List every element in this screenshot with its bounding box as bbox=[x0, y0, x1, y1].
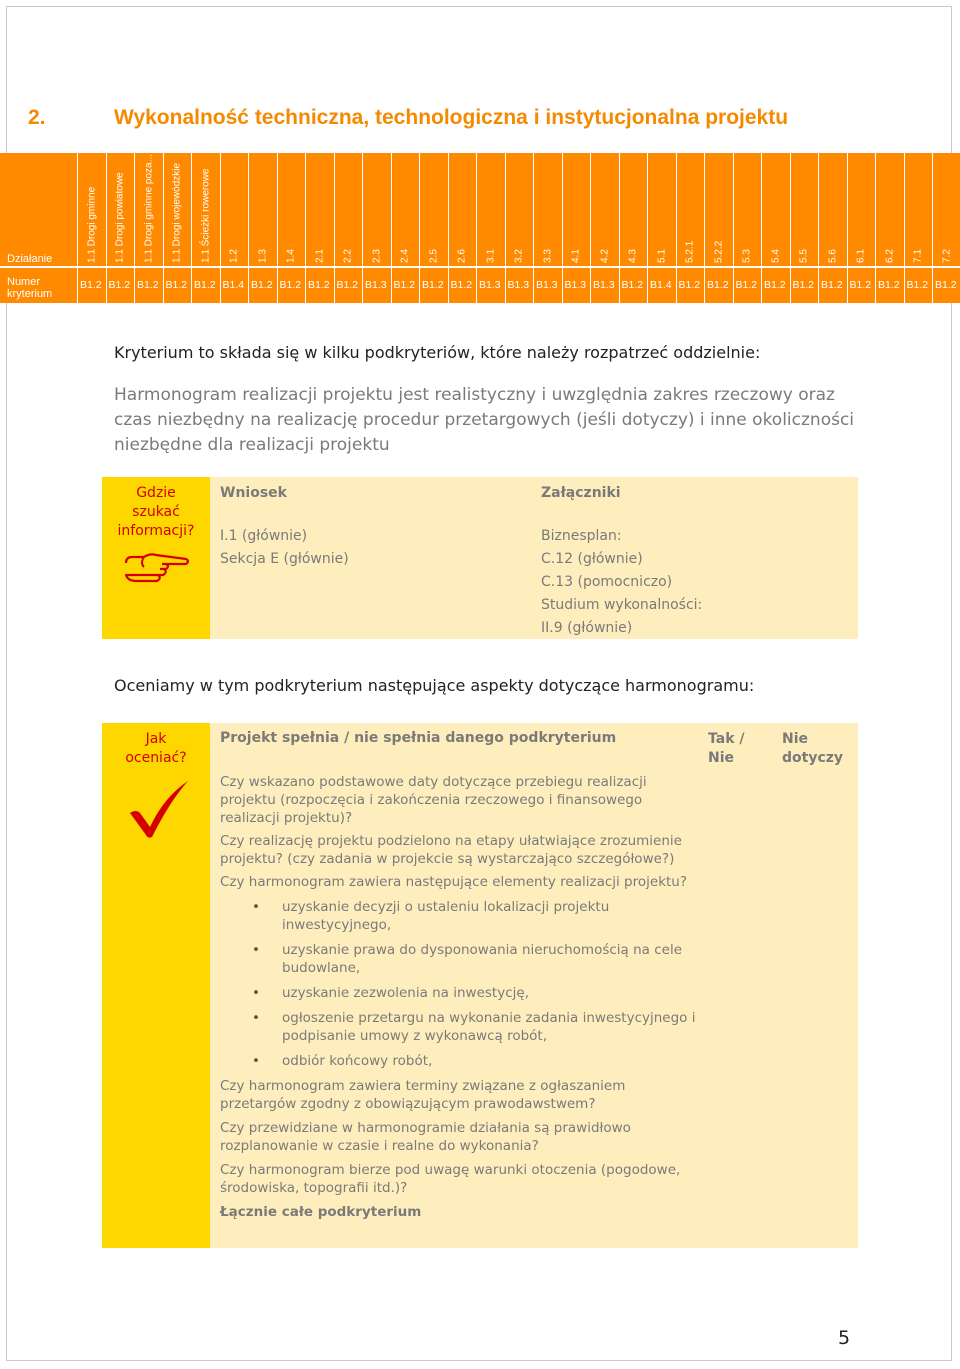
column-numer: B1.4 bbox=[650, 279, 672, 291]
column-numer: B1.3 bbox=[593, 279, 615, 291]
bullet-item: • uzyskanie zezwolenia na inwestycję, bbox=[220, 984, 700, 1002]
column-dzialanie: 1.1 Drogi powiatowe bbox=[114, 172, 126, 263]
column-dzialanie: 6.1 bbox=[855, 249, 867, 263]
column-dzialanie: 2.3 bbox=[371, 249, 383, 263]
zalaczniki-item-5: II.9 (głównie) bbox=[541, 620, 633, 636]
criteria-column bbox=[277, 153, 306, 303]
criteria-column bbox=[334, 153, 363, 303]
column-numer: B1.2 bbox=[108, 279, 131, 291]
criteria-column bbox=[163, 153, 192, 303]
criteria-column bbox=[248, 153, 277, 303]
column-numer: B1.2 bbox=[735, 279, 758, 291]
intro-text: Kryterium to składa się w kilku podkryteriów, które należy rozpatrzeć oddzielnie: bbox=[114, 343, 761, 362]
column-dzialanie: 5.4 bbox=[770, 249, 782, 263]
section-title: Wykonalność techniczna, technologiczna i instytucjonalna projektu bbox=[114, 106, 789, 129]
assess-side-panel bbox=[102, 723, 210, 1248]
column-numer: B1.2 bbox=[308, 279, 330, 291]
criteria-strip bbox=[0, 153, 960, 303]
column-dzialanie: 7.2 bbox=[941, 249, 953, 263]
column-numer: B1.2 bbox=[678, 279, 701, 291]
assess-col-tak-nie: Tak / Nie bbox=[708, 731, 745, 766]
criterion-description: Harmonogram realizacji projektu jest realistyczny i uwzględnia zakres rzeczowy oraz czas niezbędny na realizację procedur przetargowych (jeśli dotyczy) i inne okoliczności niezbędne dla realizacji projektu bbox=[114, 385, 855, 455]
criteria-column bbox=[533, 153, 562, 303]
column-numer: B1.3 bbox=[536, 279, 558, 291]
column-dzialanie: 5.3 bbox=[741, 249, 753, 263]
criteria-column bbox=[134, 153, 163, 303]
criteria-column bbox=[590, 153, 619, 303]
question-4: Czy harmonogram zawiera terminy związane z ogłaszaniem przetargów zgodny z obowiązującym prawodawstwem? bbox=[220, 1078, 626, 1112]
column-dzialanie: 1.1 Ścieżki rowerowe bbox=[200, 168, 212, 263]
column-numer: B1.2 bbox=[821, 279, 843, 291]
zalaczniki-item-4: Studium wykonalności: bbox=[541, 597, 703, 613]
pointing-hand-icon bbox=[122, 549, 192, 597]
criteria-column bbox=[647, 153, 676, 303]
page-number: 5 bbox=[838, 1327, 851, 1349]
column-dzialanie: 3.1 bbox=[485, 249, 497, 263]
column-dzialanie: 3.3 bbox=[542, 249, 554, 263]
wniosek-heading: Wniosek bbox=[220, 485, 287, 501]
checkmark-icon bbox=[126, 779, 192, 843]
criteria-column bbox=[790, 153, 819, 303]
column-dzialanie: 7.1 bbox=[912, 249, 924, 263]
column-numer: B1.2 bbox=[792, 279, 815, 291]
column-dzialanie: 1.2 bbox=[228, 249, 240, 263]
column-dzialanie: 2.1 bbox=[314, 249, 326, 263]
criteria-column bbox=[505, 153, 534, 303]
question-3: Czy harmonogram zawiera następujące elementy realizacji projektu? bbox=[220, 874, 688, 890]
column-numer: B1.2 bbox=[80, 279, 102, 291]
zalaczniki-item-1: Biznesplan: bbox=[541, 528, 622, 544]
column-numer: B1.3 bbox=[479, 279, 501, 291]
criteria-column bbox=[875, 153, 904, 303]
column-dzialanie: 6.2 bbox=[884, 249, 896, 263]
criteria-column bbox=[904, 153, 933, 303]
column-dzialanie: 2.6 bbox=[456, 249, 468, 263]
column-dzialanie: 1.4 bbox=[285, 249, 297, 263]
assess-total: Łącznie całe podkryterium bbox=[220, 1204, 422, 1220]
criteria-column bbox=[676, 153, 705, 303]
assess-header: Projekt spełnia / nie spełnia danego podkryterium bbox=[220, 730, 617, 746]
column-numer: B1.2 bbox=[137, 279, 159, 291]
column-dzialanie: 4.2 bbox=[599, 249, 611, 263]
wniosek-item-1: I.1 (głównie) bbox=[220, 528, 308, 544]
column-numer: B1.2 bbox=[849, 279, 872, 291]
column-dzialanie: 2.4 bbox=[399, 249, 411, 263]
column-dzialanie: 5.2.1 bbox=[684, 240, 696, 263]
strip-row-labels bbox=[0, 153, 74, 303]
column-dzialanie: 2.5 bbox=[428, 249, 440, 263]
column-numer: B1.2 bbox=[336, 279, 359, 291]
criteria-column bbox=[220, 153, 249, 303]
column-dzialanie: 5.6 bbox=[827, 249, 839, 263]
column-dzialanie: 4.1 bbox=[570, 249, 582, 263]
column-numer: B1.2 bbox=[764, 279, 786, 291]
assess-content bbox=[210, 723, 858, 1248]
column-numer: B1.2 bbox=[450, 279, 473, 291]
wniosek-item-2: Sekcja E (głównie) bbox=[220, 551, 349, 567]
column-numer: B1.3 bbox=[365, 279, 387, 291]
assessment-intro: Oceniamy w tym podkryterium następujące aspekty dotyczące harmonogramu: bbox=[114, 676, 755, 695]
criteria-column bbox=[932, 153, 960, 303]
criteria-column bbox=[305, 153, 334, 303]
label-numer-kryterium: Numer kryterium bbox=[7, 276, 53, 300]
column-dzialanie: 1.1 Drogi gminne bbox=[86, 186, 98, 263]
where-side-label: Gdzie szukać informacji? bbox=[117, 485, 195, 539]
bullet-item: • ogłoszenie przetargu na wykonanie zadania inwestycyjnego i podpisanie umowy z wykonawcą robót, bbox=[220, 1009, 700, 1045]
column-numer: B1.2 bbox=[165, 279, 188, 291]
column-dzialanie: 1.3 bbox=[257, 249, 269, 263]
column-dzialanie: 1.1 Drogi gminne poza... bbox=[143, 154, 155, 263]
column-numer: B1.2 bbox=[707, 279, 729, 291]
criteria-column bbox=[391, 153, 420, 303]
criteria-column bbox=[818, 153, 847, 303]
zalaczniki-item-2: C.12 (głównie) bbox=[541, 551, 643, 567]
question-2: Czy realizację projektu podzielono na etapy ułatwiające zrozumienie projektu? (czy zadania w projekcie są wystarczająco szczegółowe?) bbox=[220, 833, 682, 867]
column-numer: B1.3 bbox=[507, 279, 530, 291]
label-dzialanie: Działanie bbox=[7, 253, 53, 265]
column-dzialanie: 5.1 bbox=[656, 249, 668, 263]
column-dzialanie: 4.3 bbox=[627, 249, 639, 263]
column-numer: B1.4 bbox=[222, 279, 245, 291]
question-6: Czy harmonogram bierze pod uwagę warunki otoczenia (pogodowe, środowiska, topografii itd.)? bbox=[220, 1162, 681, 1196]
criteria-column bbox=[704, 153, 733, 303]
criteria-column bbox=[419, 153, 448, 303]
bullet-item: • uzyskanie decyzji o ustaleniu lokalizacji projektu inwestycyjnego, bbox=[220, 898, 700, 934]
zalaczniki-item-3: C.13 (pomocniczo) bbox=[541, 574, 673, 590]
column-numer: B1.2 bbox=[906, 279, 929, 291]
criteria-column bbox=[619, 153, 648, 303]
assess-side-label: Jak oceniać? bbox=[125, 731, 187, 766]
column-dzialanie: 5.2.2 bbox=[713, 240, 725, 263]
column-numer: B1.2 bbox=[194, 279, 216, 291]
column-numer: B1.2 bbox=[621, 279, 644, 291]
bullet-item: • odbiór końcowy robót, bbox=[220, 1052, 700, 1070]
column-numer: B1.2 bbox=[393, 279, 416, 291]
column-numer: B1.2 bbox=[935, 279, 957, 291]
criteria-column bbox=[476, 153, 505, 303]
criteria-column bbox=[106, 153, 135, 303]
question-5: Czy przewidziane w harmonogramie działania są prawidłowo rozplanowanie w czasie i realne do wykonania? bbox=[220, 1120, 631, 1154]
column-numer: B1.2 bbox=[878, 279, 900, 291]
criteria-column bbox=[362, 153, 391, 303]
column-numer: B1.2 bbox=[279, 279, 302, 291]
question-1: Czy wskazano podstawowe daty dotyczące przebiegu realizacji projektu (rozpoczęcia i zakończenia rzeczowego i finansowego realizacji projektu)? bbox=[220, 774, 647, 826]
column-dzialanie: 3.2 bbox=[513, 249, 525, 263]
column-numer: B1.2 bbox=[422, 279, 444, 291]
strip-columns bbox=[77, 153, 960, 303]
column-dzialanie: 1.1 Drogi wojewódzkie bbox=[171, 162, 183, 263]
column-numer: B1.2 bbox=[251, 279, 273, 291]
zalaczniki-heading: Załączniki bbox=[541, 485, 621, 501]
section-number: 2. bbox=[28, 106, 46, 129]
criteria-column bbox=[562, 153, 591, 303]
column-numer: B1.3 bbox=[564, 279, 587, 291]
criteria-column bbox=[448, 153, 477, 303]
criteria-column bbox=[847, 153, 876, 303]
bullet-item: • uzyskanie prawa do dysponowania nieruchomością na cele budowlane, bbox=[220, 941, 700, 977]
column-dzialanie: 2.2 bbox=[342, 249, 354, 263]
criteria-column bbox=[77, 153, 106, 303]
where-side-panel bbox=[102, 477, 210, 639]
assess-col-nie-dotyczy: Nie dotyczy bbox=[782, 731, 844, 766]
criteria-column bbox=[733, 153, 762, 303]
column-dzialanie: 5.5 bbox=[798, 249, 810, 263]
section-heading bbox=[28, 106, 788, 130]
where-content bbox=[210, 477, 858, 639]
criteria-column bbox=[761, 153, 790, 303]
criteria-column bbox=[191, 153, 220, 303]
